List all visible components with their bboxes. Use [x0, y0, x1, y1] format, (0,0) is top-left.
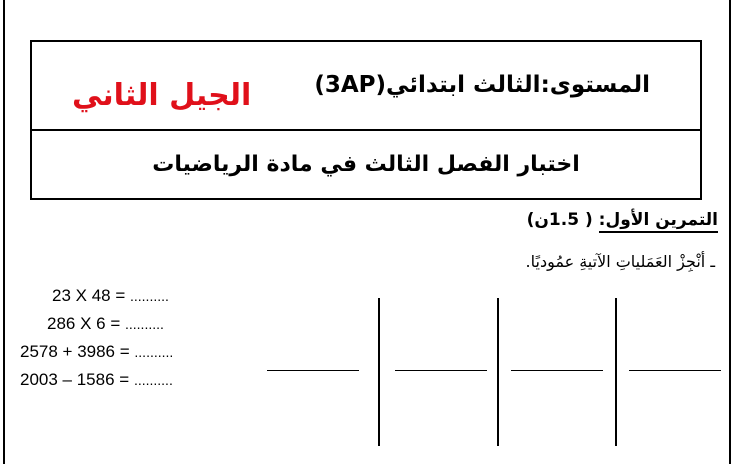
work-answer-line — [395, 370, 487, 371]
exam-title: اختبار الفصل الثالث في مادة الرياضيات — [152, 152, 580, 177]
work-column-divider — [615, 298, 617, 446]
exercise-instruction: ـ أنْجِزْ العَمَلياتِ الآتيةِ عمُوديًا. — [525, 252, 715, 271]
work-column-divider — [497, 298, 499, 446]
exercise-title — [527, 210, 718, 230]
operation-answer-blank: .......... — [133, 372, 173, 388]
operation-expression: 23 X 48 = — [52, 286, 126, 305]
header-box — [30, 40, 702, 200]
operation-answer-blank: .......... — [130, 288, 169, 304]
operation-expression: 286 X 6 = — [47, 314, 121, 333]
generation-label: الجيل الثاني — [72, 78, 252, 113]
header-divider — [32, 129, 700, 131]
level-label: المستوى:الثالث ابتدائي(3AP) — [314, 72, 650, 98]
operation-answer-blank: .......... — [125, 316, 164, 332]
exercise-points: ( 1.5ن) — [526, 210, 593, 230]
operation-4 — [20, 370, 173, 390]
work-answer-line — [629, 370, 721, 371]
work-answer-line — [267, 370, 359, 371]
page-border-right — [729, 0, 731, 464]
operation-answer-blank: .......... — [134, 344, 174, 360]
operation-expression: 2003 – 1586 = — [20, 370, 130, 389]
operation-2 — [47, 314, 164, 334]
operation-expression: 2578 + 3986 = — [20, 342, 130, 361]
work-answer-line — [511, 370, 603, 371]
page-border-left — [3, 0, 5, 464]
exercise-title-label: التمرين الأول: — [599, 210, 718, 233]
work-column-divider — [378, 298, 380, 446]
operation-3 — [20, 342, 173, 362]
operation-1 — [52, 286, 169, 306]
